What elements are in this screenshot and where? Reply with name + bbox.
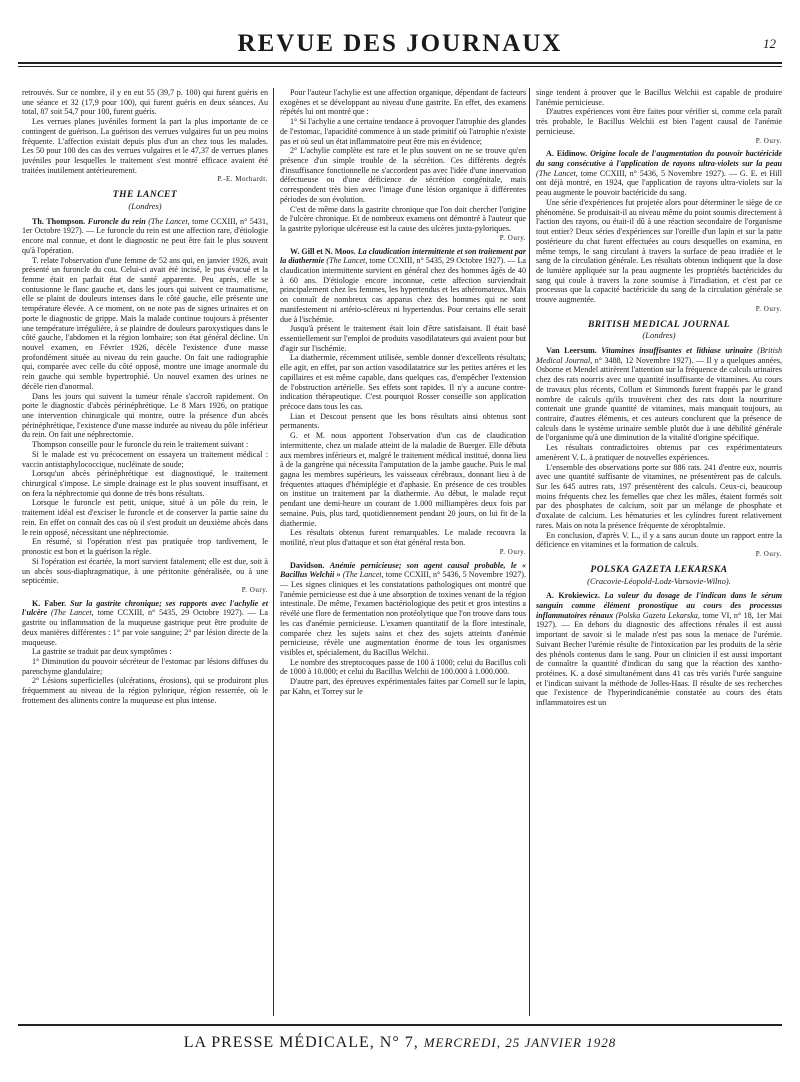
paragraph: Une série d'expériences fut projetée alors pour déterminer le siège de ce phénomène. Se produisait-il au niveau même du point soumis directement à l'action des rayons, ou était-il dû à une réaction secondaire de l'organisme tout entier? Deux séries d'expériences sur l'oreille d'un lapin et sur la patte postérieure du chat furent effectuées au cours desquelles on examina, en même temps, le sang circulant à travers la surface de peau irradiée et le sang de la circulation générale. Les résultats obtenus indiquent que la dose de lumière appliquée sur la peau augmente les propriétés bactéricides du sang qui coule à travers la zone soumise à l'irradiation, et c'est par ce processus que la capacité bactéricide du sang de la circulation générale se trouve augmentée. bbox=[536, 197, 782, 305]
author-signature: P. Oury. bbox=[755, 304, 782, 313]
footer-rule bbox=[18, 1024, 782, 1026]
paragraph: Jusqu'à présent le traitement était loin d'être satisfaisant. Il était basé essentiellement sur l'emploi de produits vasodilatateurs qui avaient pour but d'agir sur l'ischémie. bbox=[280, 324, 526, 353]
author-signature: P. Oury. bbox=[755, 136, 782, 145]
article-author: K. Faber. bbox=[32, 598, 67, 608]
article-reference: tome CCXIII, n° 5436, 5 Novembre 1927). — Les signes cliniques et les constatations pathologiques ont montré que l'anémie pernicieuse est due à une absorption de toxines venant de la région intestinale. De même, l'examen bactériologique des petit et gros intestins a révélé une flore de fermentation non protéolytique que l'on trouve dans tous les cas d'anémie pernicieuse. L'examen quantitatif de la flore intestinale, comparée chez les sujets sains et chez des sujets atteints d'anémie pernicieuse, révèle une augmentation énorme de tous les organismes visibles et, spécialement, du Bacillus Welchii. bbox=[280, 570, 526, 657]
article-abstract bbox=[280, 561, 526, 658]
journal-section-title: THE LANCET bbox=[112, 190, 178, 201]
article-title: La claudication intermittente et son traitement par la diathermie bbox=[280, 246, 526, 266]
paragraph: G. et M. nous apportent l'observation d'un cas de claudication intermittente, chez un malade atteint de la maladie de Buerger. Elle débuta aux membres inférieurs et, malgré le traitement médical institué, donna lieu à de la gangrène qui nécessita l'amputation de la jambe gauche. Puis le mal gagna les membres supérieurs, les vaisseaux cérébraux, donnant lieu à de fréquentes attaques d'hémiplégie et d'aphasie. En présence de ces troubles on institue un traitement par la diathermie. Au début, le malade reçut pendant une demi-heure un courant de 1.000 milliampères deux fois par semaine. Puis, plus tard, quotidiennement pendant 20 jours, on lui fit de la diathermie. bbox=[280, 431, 526, 528]
article-abstract bbox=[22, 217, 268, 256]
article-author: Davidson. bbox=[290, 560, 325, 570]
paragraph: D'autres expériences vont être faites pour vérifier si, comme cela paraît très probable, le Bacillus Welchii est bien l'agent causal de l'anémie pernicieuse. bbox=[536, 107, 782, 136]
paragraph: Lian et Descout pensent que les bons résultats ainsi obtenus sont permanents. bbox=[280, 411, 526, 431]
article-abstract bbox=[536, 149, 782, 198]
paragraph: Les résultats contradictoires obtenus par ces expérimentateurs amenèrent V. L. à pratiquer de nouvelles expériences. bbox=[536, 443, 782, 462]
paragraph: 2° L'achylie complète est rare et le plus souvent on ne se trouve qu'en présence d'un simple trouble de la sécrétion. Ces différents degrés d'insuffisance fonctionnelle ne s'accordent pas avec l'idée d'une innervation défectueuse ou d'une déficience de sécrétion congénitale, mais correspondent très bien avec l'image d'une lésion organique à différentes périodes de son évolution. bbox=[280, 146, 526, 204]
text-column-left bbox=[22, 88, 268, 1016]
article-abstract bbox=[22, 599, 268, 648]
article-reference: tome CCXIII, n° 5435, 29 Octobre 1927). — La gastrite ou inflammation de la muqueuse gastrique peut être produite de deux manières différentes : 1° par voie sanguine; 2° par lésion directe de la muqueuse. bbox=[22, 608, 268, 647]
article-title: La valeur du dosage de l'indican dans le sérum sanguin comme élément pronostique au cours des processus inflammatoires rénaux bbox=[536, 591, 782, 620]
header-rule bbox=[18, 62, 782, 64]
paragraph: Le nombre des streptocoques passe de 100 à 1000; celui du Bacillus coli de 1000 à 10.000; et celui du Bacillus Welchii de 100.000 à 1.000.000. bbox=[280, 657, 526, 677]
paragraph: 1° Si l'achylie a une certaine tendance à provoquer l'atrophie des glandes de l'estomac, l'apacidité commence à un stade primitif où l'atrophie n'existe pas et où seul un état inflammatoire peut être mis en évidence; bbox=[280, 117, 526, 146]
article-title: Anémie pernicieuse; son agent causal probable, le « Bacillus Welchii » bbox=[280, 560, 526, 580]
article-abstract bbox=[536, 591, 782, 708]
article-reference: tome VI, n° 18, 1er Mai 1927). — En dehors du diagnostic des affections rénales il est aussi important de savoir si le malade n'est pas sous la menace de l'urémie. Suivant Becher l'urémie résulte de l'intoxication par les produits de la série des phénols contenus dans le sang. Pour un clinicien il est aussi important de connaître la quantité d'indican du sang que la réaction des xantho-protéines. K. a dosé simultanément dans 41 cas très variés l'urée sanguine et l'indican suivant la méthode de Jolles-Haas. Il résulte de ses recherches que l'existence de l'hyperindicanémie constatée au cours des états inflammatoires est un bbox=[536, 610, 782, 708]
paragraph: T. relate l'observation d'une femme de 52 ans qui, en janvier 1926, avait présenté un furoncle du cou. Celui-ci avait été incisé, le pus évacué et la femme était en parfait état de santé apparente. Peu après, elle se contusionne le flanc gauche et, dans les jours qui suivent ce traumatisme, elle se plaint de douleurs intenses dans le côté gauche, elle présente une température élevée. A ce moment, on ne note pas de signes urinaires et on porte le diagnostic de grippe. Mais la malade continue toujours à présenter une température irrégulière, à se plaindre de douleurs paroxystiques dans le côté gauche, l'abdomen et la région lombaire; son état général décline. Un nouvel examen, en Février 1926, décèle l'existence d'une masse profondément située au niveau du rein gauche. On fait une radiographie qui, comparée avec celle du côté opposé, montre une image anormale du rein gauche qui semble hypertrophié. Un nouvel examen des urines ne décèle rien d'anormal. bbox=[22, 255, 268, 391]
author-signature: P. Oury. bbox=[499, 547, 526, 556]
article-author: A. Eidinow. bbox=[546, 149, 588, 159]
article-author: Van Leersum. bbox=[546, 345, 597, 355]
article-title: Sur la gastrite chronique; ses rapports avec l'achylie et l'ulcère bbox=[22, 598, 268, 618]
issue-date: MERCREDI, 25 JANVIER 1928 bbox=[423, 1035, 617, 1050]
column-divider bbox=[529, 88, 530, 1016]
author-signature: P. Oury. bbox=[241, 585, 268, 594]
article-source: (British Medical Journal, bbox=[536, 345, 782, 365]
article-abstract bbox=[536, 346, 782, 443]
journal-section-location: (Londres) bbox=[128, 200, 162, 211]
paragraph: C'est de même dans la gastrite chronique que l'on doit chercher l'origine de l'ulcère chronique. Et de nombreux examens ont démontré à l'auteur que la gastrite pylorique ulcéreuse est la cause des ulcères juxta-pyloriques. bbox=[280, 204, 526, 234]
article-source: (The Lancet, bbox=[148, 216, 190, 226]
page-footer bbox=[18, 1024, 782, 1054]
paragraph: En résumé, si l'opération n'est pas pratiquée trop tardivement, le pronostic est bon et la guérison la règle. bbox=[22, 537, 268, 557]
page-number: 12 bbox=[763, 36, 776, 51]
article-source: (The Lancet, bbox=[50, 608, 94, 618]
text-column-right bbox=[536, 88, 782, 1016]
paragraph: Lorsqu'un abcès périnéphrétique est diagnostiqué, le traitement chirurgical s'impose. Le simple drainage est le plus souvent insuffisant, et on fera la néphrectomie qui donne de très bons résultats. bbox=[22, 469, 268, 498]
journal-section-title: POLSKA GAZETA LEKARSKA bbox=[590, 564, 728, 575]
article-title: Origine locale de l'augmentation du pouvoir bactéricide du sang consécutive à l'application de rayons ultra-violets sur la peau bbox=[536, 149, 782, 169]
paragraph: D'autre part, des épreuves expérimentales faites par Cornell sur le lapin, par Kahn, et Torrey sur le bbox=[280, 677, 526, 696]
header-rule-thin bbox=[18, 66, 782, 67]
paragraph: retrouvés. Sur ce nombre, il y en eut 55 (39,7 p. 100) qui furent guéris en une séance et 32 (17,9 pour 100), qui furent guéris en deux séances. Au total, 87 soit 54,7 pour 100, furent guéris. bbox=[22, 88, 268, 117]
footer-line bbox=[18, 1034, 782, 1052]
author-signature: P. Oury. bbox=[755, 550, 782, 559]
text-column-middle bbox=[280, 88, 526, 1016]
paragraph: 1° Diminution du pouvoir sécréteur de l'estomac par lésions diffuses du parenchyme glandulaire; bbox=[22, 656, 268, 676]
article-source: (The Lancet, bbox=[536, 168, 578, 178]
paragraph: En conclusion, d'après V. L., il y a sans aucun doute un rapport entre la déficience en vitamines et la formation de calculs. bbox=[536, 530, 782, 550]
author-signature: P.-E. Morhardt. bbox=[217, 175, 268, 184]
paragraph: Dans les jours qui suivent la tumeur rénale s'accroît rapidement. On porte le diagnostic d'abcès périnéphrétique. Le 8 Mars 1926, on pratique une intervention chirurgicale qui montre, outre la présence d'un abcès périnéphrétique, l'existence d'une masse indurée au niveau du pôle inférieur du rein. On fait une néphrectomie. bbox=[22, 391, 268, 440]
page-header bbox=[18, 30, 782, 68]
paragraph: Si l'opération est écartée, la mort survient fatalement; elle est due, soit à un abcès sous-diaphragmatique, à une péritonite généralisée, ou à une septicémie. bbox=[22, 556, 268, 586]
journal-title: REVUE DES JOURNAUX bbox=[237, 30, 563, 57]
article-author: Th. Thompson. bbox=[32, 216, 86, 226]
paragraph: Thompson conseille pour le furoncle du rein le traitement suivant : bbox=[32, 440, 249, 450]
paragraph: L'ensemble des observations porte sur 886 rats. 241 d'entre eux, nourris avec une quantité suffisante de vitamines, ne présentèrent pas de calculs. Sur les 645 autres rats, 197 présentèrent des calculs. Ceux-ci, beaucoup moins fréquents chez les femelles que chez les mâles, étaient formés soit par des phosphates de calcium, soit par un mélange de phosphate et d'oxalate de calcium. Les hématuries et les cylindres furent relativement rares. Mais on nota la présence fréquente de xérophtalmie. bbox=[536, 462, 782, 530]
article-source: (The Lancet, bbox=[342, 570, 384, 580]
article-reference: tome CCXIII, n° 5435, 29 Octobre 1927). — La claudication intermittente survient en général chez des hommes âgés de 40 à 60 ans. D'étiologie encore inconnue, cette affection surviendrait principalement chez les femmes, les hypertendus et les athéromateux. Mais on connaît de nombreux cas apparus chez des hommes qui ne sont manifestement ni artério-scléreux ni hypertendus. Pour certains elle serait due à l'ischémie. bbox=[280, 256, 526, 324]
article-abstract bbox=[280, 247, 526, 325]
paragraph: La gastrite se traduit par deux symptômes : bbox=[32, 647, 172, 657]
paragraph: La diathermie, récemment utilisée, semble donner d'excellents résultats; elle agit, en effet, par son action vasodilatatrice sur les petites artères et les capillaires et est même capable, dans quelques cas, d'empêcher l'extension de l'obstruction artérielle. Ses effets sont rapides. Il n'y a aucune contre-indication thérapeutique. C'est pourquoi Rosser conseille son application précoce dans tous les cas. bbox=[280, 353, 526, 411]
article-reference: tome CCXIII, n° 5436, 5 Novembre 1927). — G. E. et Hill ont déjà montré, en 1924, que l'application de rayons ultra-violets sur la peau augmente le pouvoir bactéricide du sang. bbox=[536, 168, 782, 198]
article-title: Furoncle du rein bbox=[87, 216, 146, 226]
paragraph: Les verrues planes juvéniles forment la part la plus importante de ce contingent de guérison. La guérison des verrues vulgaires fut un peu moins fréquente. L'affection existait depuis plus d'un an chez tous les malades. Les 50 pour 100 des cas des verrues vulgaires et le 47,37 de verrues planes juvéniles pour lesquelles le traitement s'est montré efficace avaient été traitées inutilement antérieurement. bbox=[22, 117, 268, 175]
paragraph: singe tendent à prouver que le Bacillus Welchii est capable de produire l'anémie pernicieuse. bbox=[536, 88, 782, 107]
article-source: (The Lancet, bbox=[326, 256, 368, 266]
paragraph: Lorsque le furoncle est petit, unique, situé à un pôle du rein, le traitement idéal est d'exciser le furoncle et de conserver la partie saine du rein. En effet on connaît des cas où il s'est produit un deuxième abcès dans le rein opposé, nécessitant une néphrectomie. bbox=[22, 498, 268, 537]
article-author: W. Gill et N. Moos. bbox=[290, 246, 356, 256]
author-signature: P. Oury. bbox=[499, 233, 526, 242]
article-author: A. Krokiewicz. bbox=[546, 591, 600, 601]
article-reference: tome CCXIII, n° 5431, 1er Octobre 1927). — Le furoncle du rein est une affection rare, d'étiologie encore mal connue, et dont le diagnostic ne peut être fait le plus souvent qu'à l'opération. bbox=[22, 216, 268, 255]
paragraph: 2° Lésions superficielles (ulcérations, érosions), qui se produiront plus fréquemment au niveau de la région pylorique, région resserrée, où le frottement des aliments contre la muqueuse est plus intense. bbox=[22, 676, 268, 705]
journal-section-location: (Londres) bbox=[642, 330, 676, 341]
paragraph: Si le malade est vu précocement on essayera un traitement médical : vaccin antistaphylococcique, nucléinate de soude; bbox=[22, 449, 268, 469]
article-reference: n° 3488, 12 Novembre 1927). — Il y a quelques années, Osborne et Mendel attirèrent l'attention sur la fréquence de calculs urinaires chez des rats nourris avec une quantité insuffisante de vitamines. Au cours de travaux plus récents, Collum et Simmonds furent frappés par le grand nombre de calculs qu'ils trouvèrent chez des rats dont la nourriture contenait une grande quantité de vitamines, mais manquait toujours, au contraire, d'autres éléments, et ces auteurs conclurent que la présence de calculs dans le système urinaire semble plutôt due à une débilité générale de l'organisme qu'à une diminution de la vitalité d'origine spécifique. bbox=[536, 355, 782, 443]
journal-section-title: BRITISH MEDICAL JOURNAL bbox=[587, 319, 731, 330]
paragraph: Les résultats obtenus furent remarquables. Le malade recouvra la motilité, n'eut plus d'attaque et son état général resta bon. bbox=[280, 528, 526, 548]
publication-name: LA PRESSE MÉDICALE, N° 7, bbox=[183, 1034, 419, 1051]
journal-section-location: (Cracovie-Léopold-Lodz-Varsovie-Wilno). bbox=[587, 575, 731, 586]
article-source: (Polska Gazeta Lekarska, bbox=[615, 610, 700, 620]
column-divider bbox=[273, 88, 274, 1016]
article-title: Vitamines insuffisantes et lithiase urinaire bbox=[601, 345, 753, 355]
paragraph: Pour l'auteur l'achylie est une affection organique, dépendant de facteurs exogènes et se développant au niveau d'une gastrite. En effet, des examens répétés lui ont montré que : bbox=[280, 88, 526, 117]
